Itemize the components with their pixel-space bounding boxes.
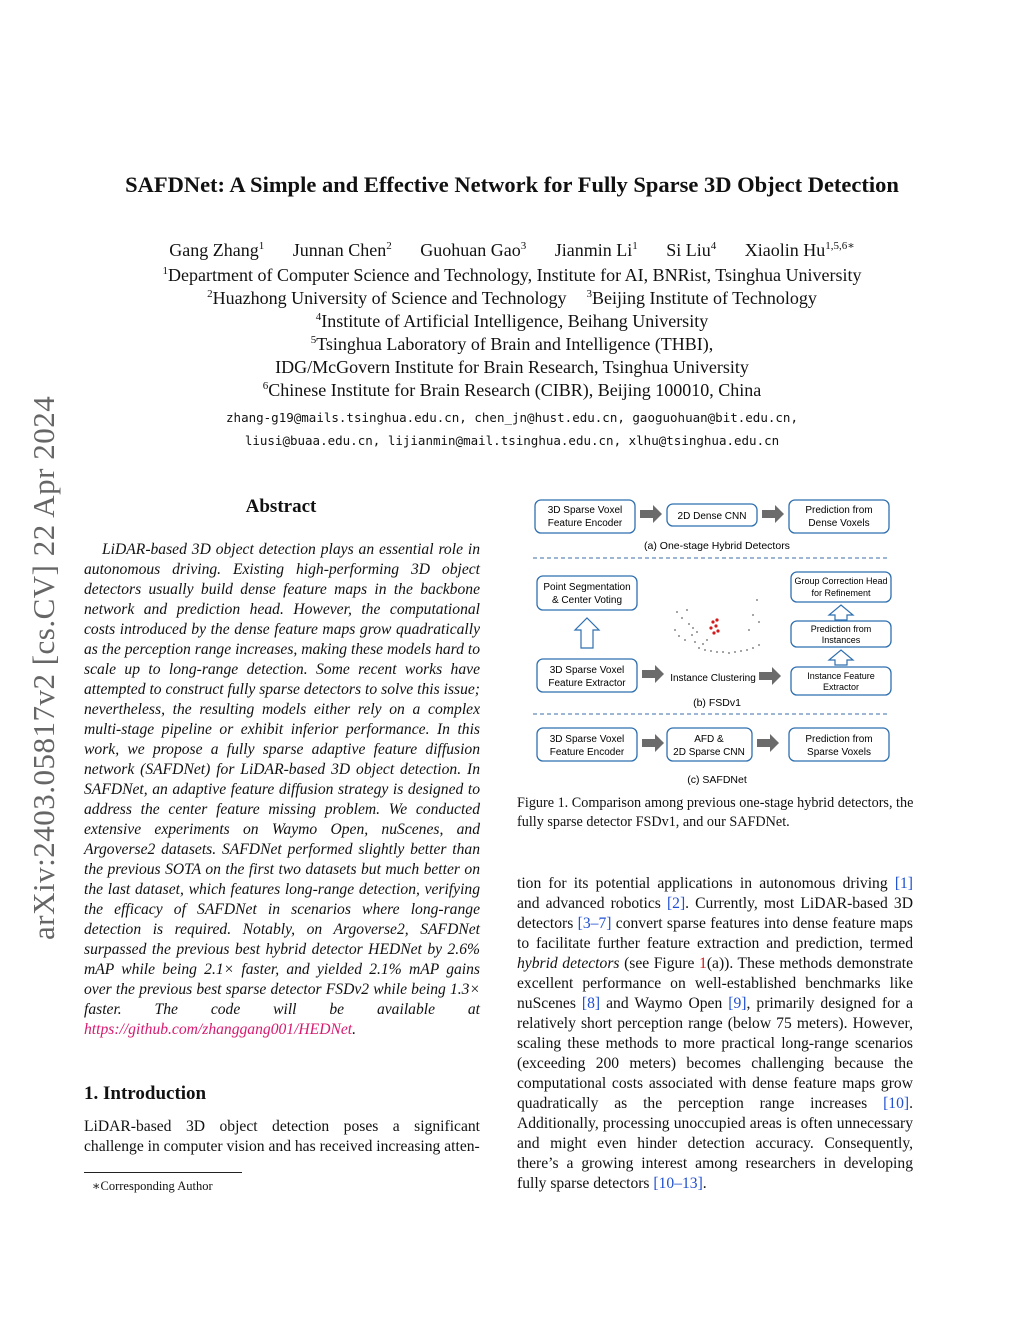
- author: Xiaolin $Hu^{1,5,6∗}$: [744, 240, 855, 260]
- author: Junnan Chen$^2$: [292, 240, 392, 260]
- subfigure-label-a: (a) One-stage Hybrid Detectors: [644, 540, 790, 552]
- citation-link[interactable]: [3–7]: [577, 915, 612, 932]
- svg-text:Dense Voxels: Dense Voxels: [808, 518, 870, 529]
- svg-text:Instance Feature: Instance Feature: [807, 671, 875, 681]
- arrow-up-icon: [829, 650, 853, 665]
- svg-text:3D Sparse Voxel: 3D Sparse Voxel: [547, 505, 623, 516]
- arrow-right-icon: [762, 505, 784, 523]
- paper-title: SAFDNet: A Simple and Effective Network for Fully Sparse 3D Object Detection: [125, 172, 899, 197]
- intro-continued: tion for its potential applications in autonomous driving [1] and advanced robotics [2]. Currently, most LiDAR-based 3D detectors [3–7] convert sparse features into dense feature maps to facilitate further feature extraction and prediction, termed hybrid detectors (see Figure 1(a)). These methods demonstrate excellent performance on well-established benchmarks like nuScenes [8] and Waymo Open [9], primarily designed for a relatively short perception range (below 75 meters). However, scaling these methods to more practical long-range scenarios (exceeding 200 meters) becomes challenging because the computational costs associated with dense feature maps grow quadratically as the perception range increases [10]. Additionally, processing unoccupied areas is often unnecessary and might even hinder detection accuracy. Consequently, there’s a growing interest among researchers in developing fully sparse detectors [10–13].: [517, 875, 914, 1192]
- citation-link[interactable]: [1]: [894, 875, 913, 892]
- arrow-right-icon: [640, 505, 662, 523]
- figure-caption: Figure 1. Comparison among previous one-stage hybrid detectors, the fully sparse detector FSDv1, and our SAFDNet.: [517, 795, 914, 830]
- citation-link[interactable]: [10–13]: [653, 1175, 703, 1192]
- svg-text:& Center Voting: & Center Voting: [551, 595, 623, 606]
- svg-text:Feature Extractor: Feature Extractor: [548, 678, 626, 689]
- intro-paragraph: LiDAR-based 3D object detection poses a significant challenge in computer vision and has received increasing atten-: [84, 1118, 480, 1155]
- figure-ref-link[interactable]: 1: [699, 955, 707, 972]
- svg-text:Extractor: Extractor: [822, 682, 860, 692]
- abstract-body: LiDAR-based 3D object detection plays an essential role in autonomous driving. Existing high-performing 3D object detectors usually build dense feature maps in the backbone network and prediction head. However, the computational costs introduced by the dense feature maps grow quadratically as the perception range increases, making these models hard to scale up to long-range detection. Some recent works have attempted to construct fully sparse detectors to solve this issue; nevertheless, the resulting models either rely on a complex multi-stage pipeline or exhibit inferior performance. In this work, we propose a fully sparse adaptive feature diffusion network (SAFDNet) for LiDAR-based 3D object detection. In SAFDNet, an adaptive feature diffusion strategy is designed to address the center feature missing problem. We conducted extensive experiments on Waymo Open, nuScenes, and Argoverse2 datasets. SAFDNet performed slightly better than the previous SOTA on the first two datasets but much better on the last dataset, which features long-range detection, verifying the efficacy of SAFDNet in scenarios where long-range detection is required. Notably, on Argoverse2, SAFDNet surpassed the previous best hybrid detector HEDNet by 2.6% mAP while being 2.1× faster, and yielded 2.1% mAP gains over the previous best sparse detector FSDv2 while being 1.3× faster. The code will be available at https://github.com/zhanggang001/HEDNet.: [84, 541, 480, 1038]
- svg-text:Prediction from: Prediction from: [810, 624, 872, 634]
- subfigure-label-b: (b) FSDv1: [693, 697, 741, 709]
- footnote: ∗Corresponding Author: [92, 1179, 213, 1193]
- abstract-heading: Abstract: [245, 496, 317, 517]
- svg-text:3D Sparse Voxel: 3D Sparse Voxel: [549, 665, 625, 676]
- arrow-up-icon: [575, 618, 599, 648]
- affiliation-line: $^5$Tsinghua Laboratory of Brain and Intelligence (THBI),: [310, 334, 714, 354]
- email-line: liusi@buaa.edu.cn, lijianmin@mail.tsinghua.edu.cn, xlhu@tsinghua.edu.cn: [244, 433, 780, 448]
- author: Si Liu$^4$: [666, 240, 717, 260]
- svg-text:Sparse Voxels: Sparse Voxels: [807, 747, 871, 758]
- svg-text:Feature Encoder: Feature Encoder: [547, 518, 623, 529]
- svg-text:Group Correction Head: Group Correction Head: [794, 576, 888, 586]
- affiliation-line: $^1$Department of Computer Science and Technology, Institute for AI, BNRist, Tsinghua University: [162, 265, 862, 285]
- arrow-right-icon: [759, 667, 781, 685]
- intro-heading: 1. Introduction: [84, 1083, 207, 1104]
- instance-clustering-label: Instance Clustering: [670, 673, 756, 684]
- svg-text:for Refinement: for Refinement: [811, 588, 871, 598]
- instance-points: [709, 618, 719, 634]
- arrow-right-icon: [642, 665, 664, 683]
- citation-link[interactable]: [10]: [883, 1095, 910, 1112]
- arrow-right-icon: [757, 734, 779, 752]
- author-list: [0, 240, 1024, 261]
- svg-text:2D Sparse CNN: 2D Sparse CNN: [673, 747, 745, 758]
- footnote-rule: [84, 1172, 242, 1173]
- email-line: zhang-g19@mails.tsinghua.edu.cn, chen_jn@hust.edu.cn, gaoguohuan@bit.edu.cn,: [226, 410, 798, 425]
- author: Jianmin Li$^1$: [554, 240, 638, 260]
- svg-text:Prediction from: Prediction from: [805, 505, 873, 516]
- affiliation-line: IDG/McGovern Institute for Brain Research, Tsinghua University: [275, 357, 749, 377]
- arxiv-identifier: arXiv:2403.05817v2 [cs.CV] 22 Apr 2024: [26, 395, 61, 940]
- affiliation-line: $^4$Institute of Artificial Intelligence, Beihang University: [315, 311, 709, 331]
- citation-link[interactable]: [8]: [581, 995, 601, 1012]
- svg-text:Feature Encoder: Feature Encoder: [549, 747, 625, 758]
- svg-text:3D Sparse Voxel: 3D Sparse Voxel: [549, 734, 625, 745]
- code-link[interactable]: https://github.com/zhanggang001/HEDNet: [84, 1021, 353, 1038]
- author: Guohuan Gao$^3$: [420, 240, 527, 260]
- figure-1-diagram: [517, 490, 917, 790]
- subfigure-label-c: (c) SAFDNet: [687, 774, 747, 786]
- arrow-up-icon: [829, 605, 853, 620]
- svg-text:2D Dense CNN: 2D Dense CNN: [677, 511, 747, 522]
- author: Gang Zhang$^1$: [169, 240, 265, 260]
- svg-text:Point Segmentation: Point Segmentation: [543, 582, 631, 593]
- svg-text:Instances: Instances: [821, 635, 861, 645]
- svg-text:Prediction from: Prediction from: [805, 734, 873, 745]
- citation-link[interactable]: [9]: [728, 995, 747, 1012]
- affiliation-line: $^6$Chinese Institute for Brain Research (CIBR), Beijing 100010, China: [262, 380, 762, 400]
- arrow-right-icon: [642, 734, 664, 752]
- citation-link[interactable]: [2]: [666, 895, 686, 912]
- svg-text:AFD &: AFD &: [694, 734, 724, 745]
- affiliation-line: $^2$Huazhong University of Science and Technology $^3$Beijing Institute of Technology: [207, 288, 817, 308]
